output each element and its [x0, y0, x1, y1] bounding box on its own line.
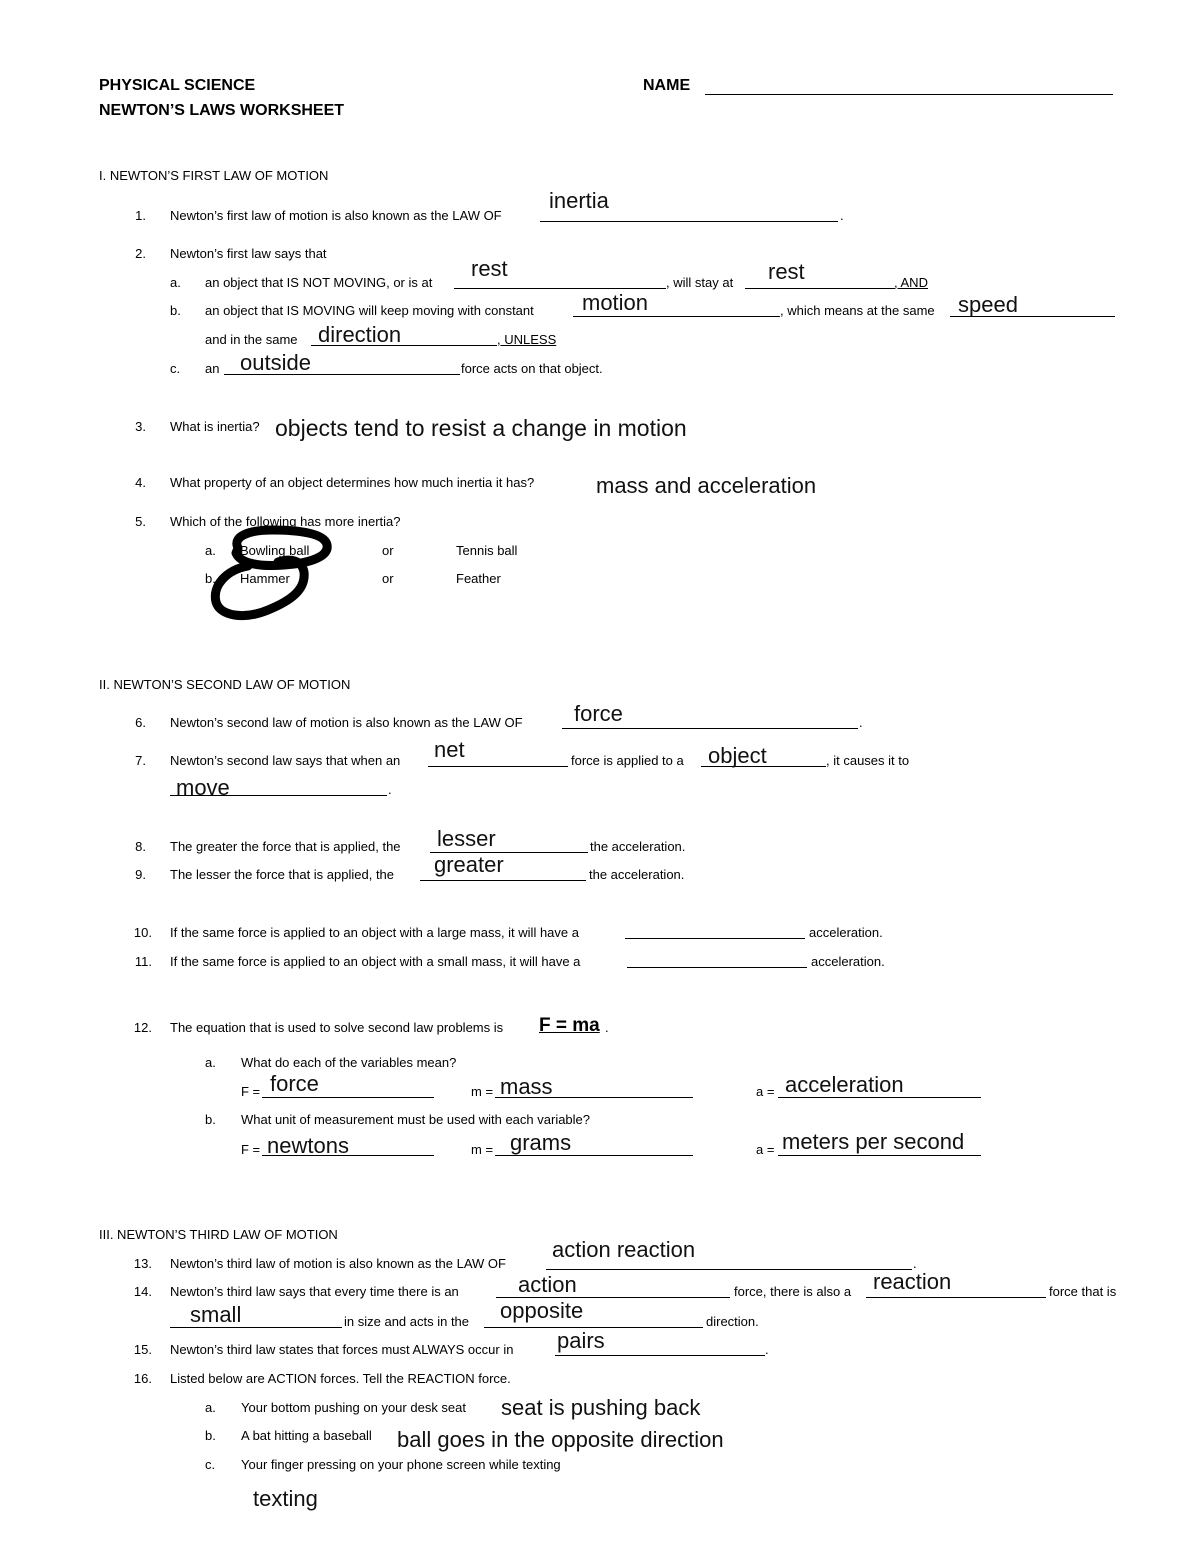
q2a-text-2: , will stay at: [666, 275, 734, 290]
q7-text-2: force is applied to a: [571, 753, 684, 768]
q16b-letter: b.: [205, 1428, 216, 1443]
q13-blank[interactable]: [546, 1269, 912, 1270]
q12a-f-blank[interactable]: [262, 1097, 434, 1098]
q12b-a-blank[interactable]: [778, 1155, 981, 1156]
q12b-f-label: F =: [241, 1142, 261, 1157]
q12b-a-answer: meters per second: [782, 1129, 965, 1154]
q3-answer: objects tend to resist a change in motion: [275, 415, 687, 441]
q7-text-3: , it causes it to: [826, 753, 910, 768]
q5a-option-left: Bowling ball: [240, 543, 310, 558]
q10-text-2: acceleration.: [809, 925, 883, 940]
q12a-f-answer: force: [270, 1071, 319, 1096]
q14-blank-3[interactable]: [170, 1327, 342, 1328]
course-title: PHYSICAL SCIENCE: [99, 77, 256, 94]
q4-answer: mass and acceleration: [596, 473, 817, 498]
q13-answer: action reaction: [552, 1237, 696, 1262]
q2c-text-2: force acts on that object.: [461, 361, 603, 376]
q12-equation: F = ma: [539, 1015, 600, 1036]
q12b-text: What unit of measurement must be used with each variable?: [241, 1112, 591, 1127]
q2c-answer: outside: [240, 350, 311, 375]
q12-number: 12.: [133, 1020, 152, 1035]
q5b-option-left: Hammer: [240, 571, 290, 586]
q6-text: Newton’s second law of motion is also known as the LAW OF: [170, 715, 523, 730]
q2b-letter: b.: [170, 303, 181, 318]
q12a-f-label: F =: [241, 1084, 261, 1099]
q11-text-1: If the same force is applied to an object with a small mass, it will have a: [170, 954, 581, 969]
q8-text-2: the acceleration.: [590, 839, 686, 854]
q14-answer-1: action: [518, 1272, 577, 1297]
q16-text: Listed below are ACTION forces. Tell the REACTION force.: [170, 1371, 511, 1386]
q16c-answer: texting: [253, 1486, 318, 1511]
q12b-f-answer: newtons: [267, 1133, 349, 1158]
q16a-answer: seat is pushing back: [501, 1395, 701, 1420]
q2a-letter: a.: [170, 275, 181, 290]
q13-text: Newton’s third law of motion is also known as the LAW OF: [170, 1256, 506, 1271]
q12a-letter: a.: [205, 1055, 216, 1070]
q16a-letter: a.: [205, 1400, 216, 1415]
q12-text: The equation that is used to solve second law problems is: [170, 1020, 504, 1035]
q14-text-4: in size and acts in the: [344, 1314, 470, 1329]
q9-number: 9.: [135, 867, 146, 882]
q10-number: 10.: [133, 925, 152, 940]
q7-text-1: Newton’s second law says that when an: [170, 753, 401, 768]
q6-answer: force: [574, 701, 623, 726]
q16c-text: Your finger pressing on your phone screen while texting: [241, 1457, 561, 1472]
q5a-letter: a.: [205, 543, 216, 558]
q5a-option-right: Tennis ball: [456, 543, 518, 558]
q9-answer: greater: [434, 852, 504, 877]
q6-end: .: [859, 715, 863, 730]
q7-blank-1[interactable]: [428, 766, 568, 767]
q16b-answer: ball goes in the opposite direction: [397, 1427, 724, 1452]
q13-number: 13.: [133, 1256, 152, 1271]
q16-number: 16.: [133, 1371, 152, 1386]
q10-text-1: If the same force is applied to an object with a large mass, it will have a: [170, 925, 579, 940]
worksheet-title: NEWTON’S LAWS WORKSHEET: [99, 102, 345, 119]
q5a-or: or: [382, 543, 394, 558]
q2a-end: , AND: [894, 275, 928, 290]
q2b-answer-3: direction: [318, 322, 402, 347]
q12b-letter: b.: [205, 1112, 216, 1127]
q2b-text-1: an object that IS MOVING will keep moving with constant: [205, 303, 534, 318]
q8-answer: lesser: [437, 826, 496, 851]
q11-number: 11.: [134, 954, 152, 969]
q10-blank[interactable]: [625, 938, 805, 939]
q12a-a-label: a =: [756, 1084, 775, 1099]
q2b-text-2: , which means at the same: [780, 303, 935, 318]
q15-answer: pairs: [557, 1328, 605, 1353]
q12a-a-blank[interactable]: [778, 1097, 981, 1098]
q2c-text-1: an: [205, 361, 220, 376]
q2b-answer-2: speed: [958, 292, 1018, 317]
section-1-title: I. NEWTON’S FIRST LAW OF MOTION: [99, 168, 329, 183]
q3-text: What is inertia?: [170, 419, 260, 434]
q7-end: .: [388, 782, 392, 797]
q2-text: Newton’s first law says that: [170, 246, 327, 261]
q12a-a-answer: acceleration: [785, 1072, 904, 1097]
q14-number: 14.: [133, 1284, 152, 1299]
q14-blank-2[interactable]: [866, 1297, 1046, 1298]
q12b-m-answer: grams: [510, 1130, 572, 1155]
q11-text-2: acceleration.: [811, 954, 885, 969]
q14-answer-3: small: [190, 1302, 242, 1327]
q5b-letter: b.: [205, 571, 216, 586]
q5b-or: or: [382, 571, 394, 586]
q4-text: What property of an object determines how much inertia it has?: [170, 475, 535, 490]
q15-number: 15.: [133, 1342, 152, 1357]
q12a-text: What do each of the variables mean?: [241, 1055, 457, 1070]
q12-end: .: [605, 1020, 609, 1035]
q9-text-2: the acceleration.: [589, 867, 685, 882]
q14-text-2: force, there is also a: [734, 1284, 852, 1299]
q16a-text: Your bottom pushing on your desk seat: [241, 1400, 466, 1415]
q2b-text-3: and in the same: [205, 332, 298, 347]
q16b-text: A bat hitting a baseball: [241, 1428, 372, 1443]
q12a-m-label: m =: [471, 1084, 494, 1099]
q2c-letter: c.: [170, 361, 181, 376]
q5-text: Which of the following has more inertia?: [170, 514, 401, 529]
section-2-title: II. NEWTON’S SECOND LAW OF MOTION: [99, 677, 351, 692]
q12b-a-label: a =: [756, 1142, 775, 1157]
q14-text-1: Newton’s third law says that every time there is an: [170, 1284, 459, 1299]
q1-text: Newton’s first law of motion is also known as the LAW OF: [170, 208, 502, 223]
q12a-m-answer: mass: [500, 1074, 553, 1099]
q4-number: 4.: [135, 475, 146, 490]
q7-number: 7.: [135, 753, 146, 768]
q2b-end: , UNLESS: [497, 332, 557, 347]
q9-text-1: The lesser the force that is applied, the: [170, 867, 395, 882]
q15-blank[interactable]: [555, 1355, 765, 1356]
q14-text-5: direction.: [706, 1314, 759, 1329]
q11-blank[interactable]: [627, 967, 807, 968]
q15-end: .: [765, 1342, 769, 1357]
q1-number: 1.: [135, 208, 146, 223]
q13-end: .: [913, 1256, 917, 1271]
section-3-title: III. NEWTON’S THIRD LAW OF MOTION: [99, 1227, 338, 1242]
q5-number: 5.: [135, 514, 146, 529]
q2a-text-1: an object that IS NOT MOVING, or is at: [205, 275, 433, 290]
q7-answer-1: net: [434, 737, 465, 762]
q12b-m-label: m =: [471, 1142, 494, 1157]
q6-blank[interactable]: [562, 728, 858, 729]
q5b-option-right: Feather: [456, 571, 501, 586]
q14-answer-4: opposite: [500, 1298, 584, 1323]
q2-number: 2.: [135, 246, 146, 261]
q15-text: Newton’s third law states that forces must ALWAYS occur in: [170, 1342, 514, 1357]
q12b-m-blank[interactable]: [495, 1155, 693, 1156]
q1-end: .: [840, 208, 844, 223]
q7-answer-2: object: [708, 743, 767, 768]
q6-number: 6.: [135, 715, 146, 730]
q16c-letter: c.: [205, 1457, 216, 1472]
q3-number: 3.: [135, 419, 146, 434]
name-label: NAME: [643, 77, 691, 94]
q14-answer-2: reaction: [873, 1269, 952, 1294]
q1-answer: inertia: [549, 188, 609, 213]
q2a-answer-2: rest: [768, 259, 805, 284]
q2b-answer-1: motion: [582, 290, 649, 315]
q14-text-3: force that is: [1049, 1284, 1117, 1299]
q9-blank[interactable]: [420, 880, 586, 881]
q7-answer-3: move: [176, 775, 230, 800]
q2a-answer-1: rest: [471, 256, 508, 281]
q8-text-1: The greater the force that is applied, the: [170, 839, 401, 854]
q8-number: 8.: [135, 839, 146, 854]
